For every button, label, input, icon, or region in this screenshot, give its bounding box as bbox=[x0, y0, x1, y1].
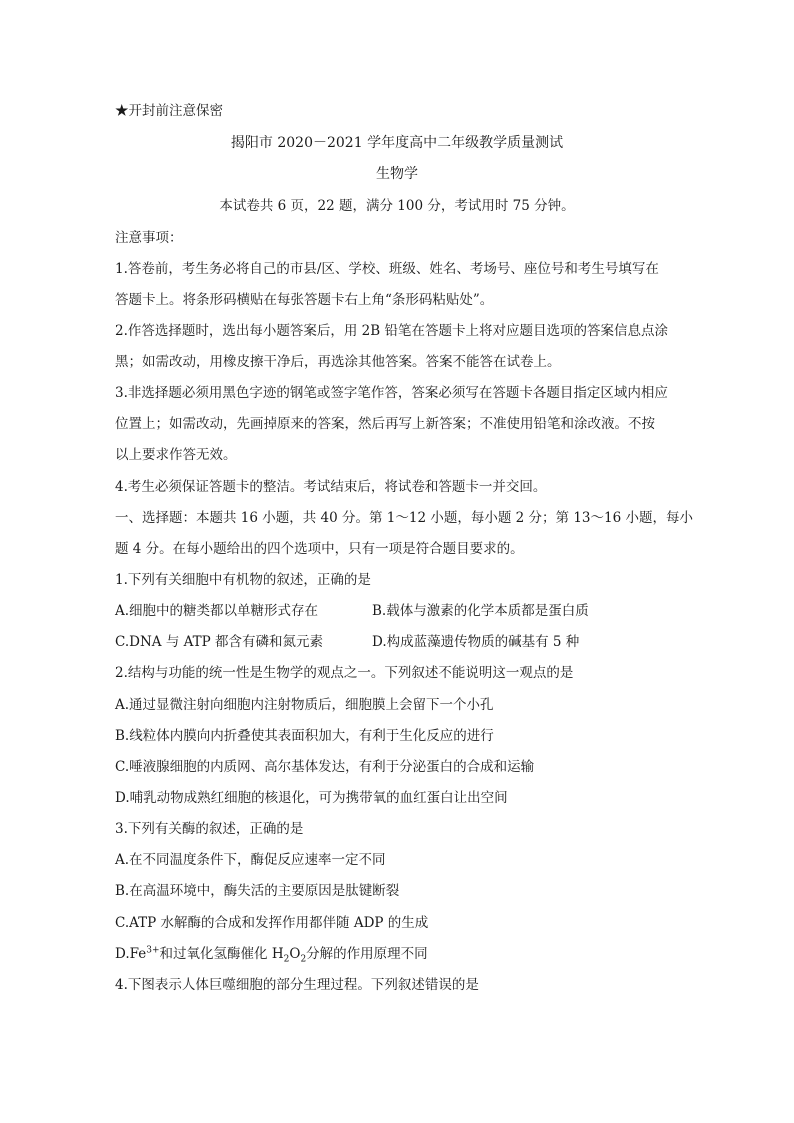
option-d-text: D.Fe bbox=[115, 946, 147, 962]
notice-line: 位置上；如需改动，先画掉原来的答案，然后再写上新答案；不准使用铅笔和涂改液。不按 bbox=[115, 416, 655, 432]
question-2-option-d: D.哺乳动物成熟红细胞的核退化，可为携带氧的血红蛋白让出空间 bbox=[115, 790, 508, 806]
question-2-option-a: A.通过显微注射向细胞内注射物质后，细胞膜上会留下一个小孔 bbox=[115, 697, 494, 713]
question-1-option-d: D.构成蓝藻遗传物质的碱基有 5 种 bbox=[372, 634, 580, 650]
question-2-stem: 2.结构与功能的统一性是生物学的观点之一。下列叙述不能说明这一观点的是 bbox=[115, 665, 574, 681]
exam-title: 揭阳市 2020－2021 学年度高中二年级教学质量测试 bbox=[230, 135, 564, 151]
subject-title: 生物学 bbox=[376, 166, 418, 182]
notice-line: 以上要求作答无效。 bbox=[115, 447, 237, 463]
section-heading: 一、选择题：本题共 16 小题，共 40 分。第 1～12 小题，每小题 2 分；第 13～16 小题，每小 bbox=[115, 510, 693, 526]
notice-line: 黑；如需改动，用橡皮擦干净后，再选涂其他答案。答案不能答在试卷上。 bbox=[115, 354, 561, 370]
option-d-text: 分解的作用原理不同 bbox=[306, 946, 428, 962]
question-1-option-c: C.DNA 与 ATP 都含有磷和氮元素 bbox=[115, 634, 323, 650]
question-2-option-b: B.线粒体内膜向内折叠使其表面积加大，有利于生化反应的进行 bbox=[115, 728, 494, 744]
notice-line: 2.作答选择题时，选出每小题答案后，用 2B 铅笔在答题卡上将对应题目选项的答案信息点涂 bbox=[115, 323, 668, 339]
option-d-text: O bbox=[289, 946, 301, 962]
question-2-option-c: C.唾液腺细胞的内质网、高尔基体发达，有利于分泌蛋白的合成和运输 bbox=[115, 759, 535, 775]
question-3-option-b: B.在高温环境中，酶失活的主要原因是肽键断裂 bbox=[115, 883, 400, 899]
option-d-text: 和过氧化氢酶催化 H bbox=[159, 946, 284, 962]
question-1-option-b: B.载体与激素的化学本质都是蛋白质 bbox=[372, 603, 589, 619]
notice-line: 4.考生必须保证答题卡的整洁。考试结束后，将试卷和答题卡一并交回。 bbox=[115, 479, 547, 495]
subscript: 2 bbox=[283, 954, 290, 965]
subscript: 2 bbox=[300, 954, 307, 965]
section-heading: 题 4 分。在每小题给出的四个选项中，只有一项是符合题目要求的。 bbox=[115, 541, 524, 557]
notice-heading: 注意事项： bbox=[115, 230, 183, 246]
question-3-stem: 3.下列有关酶的叙述，正确的是 bbox=[115, 821, 304, 837]
question-3-option-a: A.在不同温度条件下，酶促反应速率一定不同 bbox=[115, 852, 386, 868]
confidential-note: ★开封前注意保密 bbox=[115, 103, 223, 119]
notice-line: 答题卡上。将条形码横贴在每张答题卡右上角“条形码粘贴处”。 bbox=[115, 292, 494, 308]
exam-info: 本试卷共 6 页，22 题，满分 100 分，考试用时 75 分钟。 bbox=[219, 198, 575, 214]
question-3-option-c: C.ATP 水解酶的合成和发挥作用都伴随 ADP 的生成 bbox=[115, 915, 429, 931]
question-1-stem: 1.下列有关细胞中有机物的叙述，正确的是 bbox=[115, 572, 371, 588]
question-4-stem: 4.下图表示人体巨噬细胞的部分生理过程。下列叙述错误的是 bbox=[115, 977, 479, 993]
notice-line: 1.答卷前，考生务必将自己的市县/区、学校、班级、姓名、考场号、座位号和考生号填写在 bbox=[115, 261, 659, 277]
question-1-option-a: A.细胞中的糖类都以单糖形式存在 bbox=[115, 603, 319, 619]
notice-line: 3.非选择题必须用黑色字迹的钢笔或签字笔作答，答案必须写在答题卡各题目指定区域内相应 bbox=[115, 385, 668, 401]
ion-charge: 3+ bbox=[146, 945, 160, 956]
question-3-option-d bbox=[115, 944, 428, 964]
